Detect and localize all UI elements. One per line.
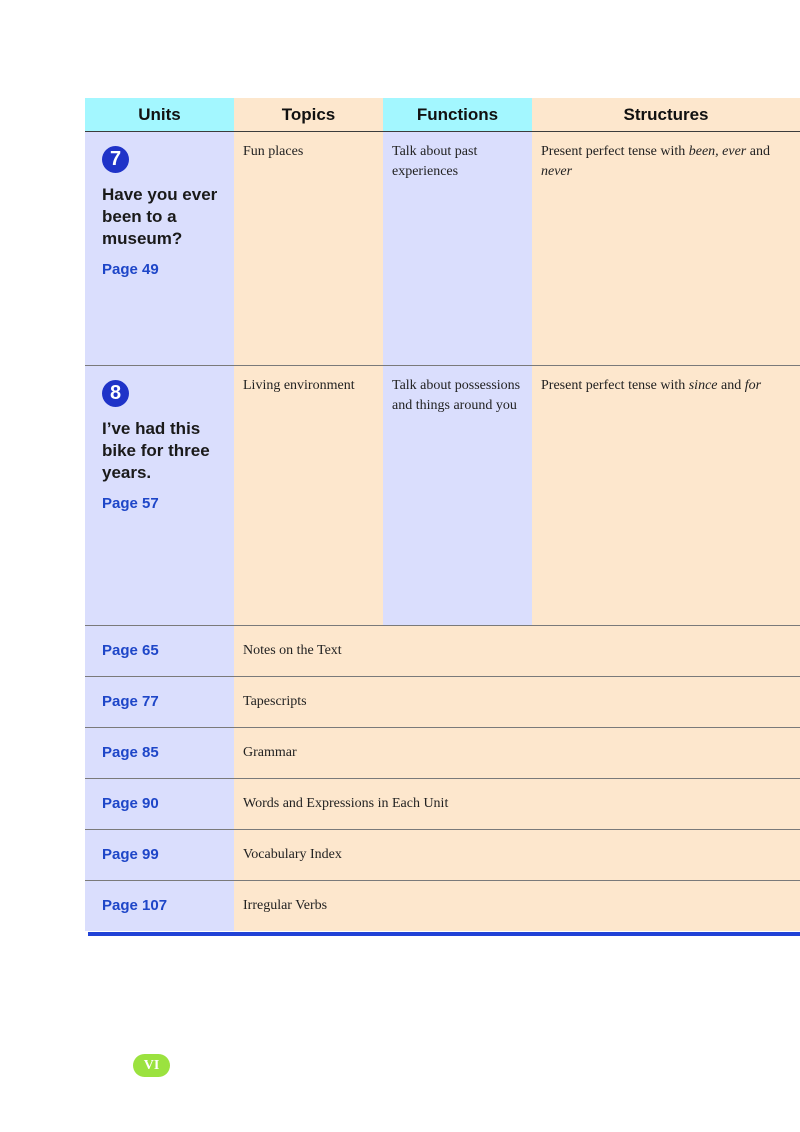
section-title: Grammar [234, 728, 800, 778]
structure-cell [532, 366, 800, 625]
structure-italic: never [541, 164, 573, 179]
structure-cell [532, 132, 800, 365]
unit-number-badge: 8 [102, 380, 129, 407]
section-row[interactable] [85, 728, 800, 779]
unit-row-7 [85, 132, 800, 366]
function-cell: Talk about past experiences [383, 132, 532, 365]
section-page[interactable]: Page 90 [85, 779, 234, 829]
header-units: Units [85, 98, 234, 131]
header-functions: Functions [383, 98, 532, 131]
unit-cell [85, 366, 234, 625]
unit-title: Have you ever been to a museum? [102, 185, 218, 248]
section-page[interactable]: Page 99 [85, 830, 234, 880]
function-cell: Talk about possessions and things around you [383, 366, 532, 625]
section-title: Irregular Verbs [234, 881, 800, 931]
unit-page-link[interactable]: Page 49 [102, 261, 159, 278]
structure-text: Present perfect tense with [541, 144, 689, 159]
section-row[interactable] [85, 677, 800, 728]
table-bottom-rule [88, 932, 800, 936]
section-page[interactable]: Page 85 [85, 728, 234, 778]
section-title: Words and Expressions in Each Unit [234, 779, 800, 829]
topic-cell: Living environment [234, 366, 383, 625]
section-page[interactable]: Page 77 [85, 677, 234, 727]
structure-italic: been, ever [688, 144, 747, 159]
section-page[interactable]: Page 107 [85, 881, 234, 931]
header-structures: Structures [532, 98, 800, 131]
section-row[interactable] [85, 881, 800, 931]
section-title: Notes on the Text [234, 626, 800, 676]
contents-table [85, 98, 800, 931]
structure-text: Present perfect tense with [541, 378, 689, 393]
topic-cell: Fun places [234, 132, 383, 365]
page-number-badge: VI [133, 1054, 170, 1077]
table-header [85, 98, 800, 132]
section-title: Vocabulary Index [234, 830, 800, 880]
section-row[interactable] [85, 830, 800, 881]
unit-page-link[interactable]: Page 57 [102, 495, 159, 512]
unit-cell [85, 132, 234, 365]
section-row[interactable] [85, 779, 800, 830]
structure-italic: for [744, 378, 762, 393]
section-row[interactable] [85, 626, 800, 677]
unit-title: I’ve had this bike for three years. [102, 419, 210, 482]
structure-italic: since [688, 378, 718, 393]
structure-text: and [746, 144, 770, 159]
header-topics: Topics [234, 98, 383, 131]
unit-row-8 [85, 366, 800, 626]
section-title: Tapescripts [234, 677, 800, 727]
structure-text: and [717, 378, 745, 393]
unit-number-badge: 7 [102, 146, 129, 173]
section-page[interactable]: Page 65 [85, 626, 234, 676]
